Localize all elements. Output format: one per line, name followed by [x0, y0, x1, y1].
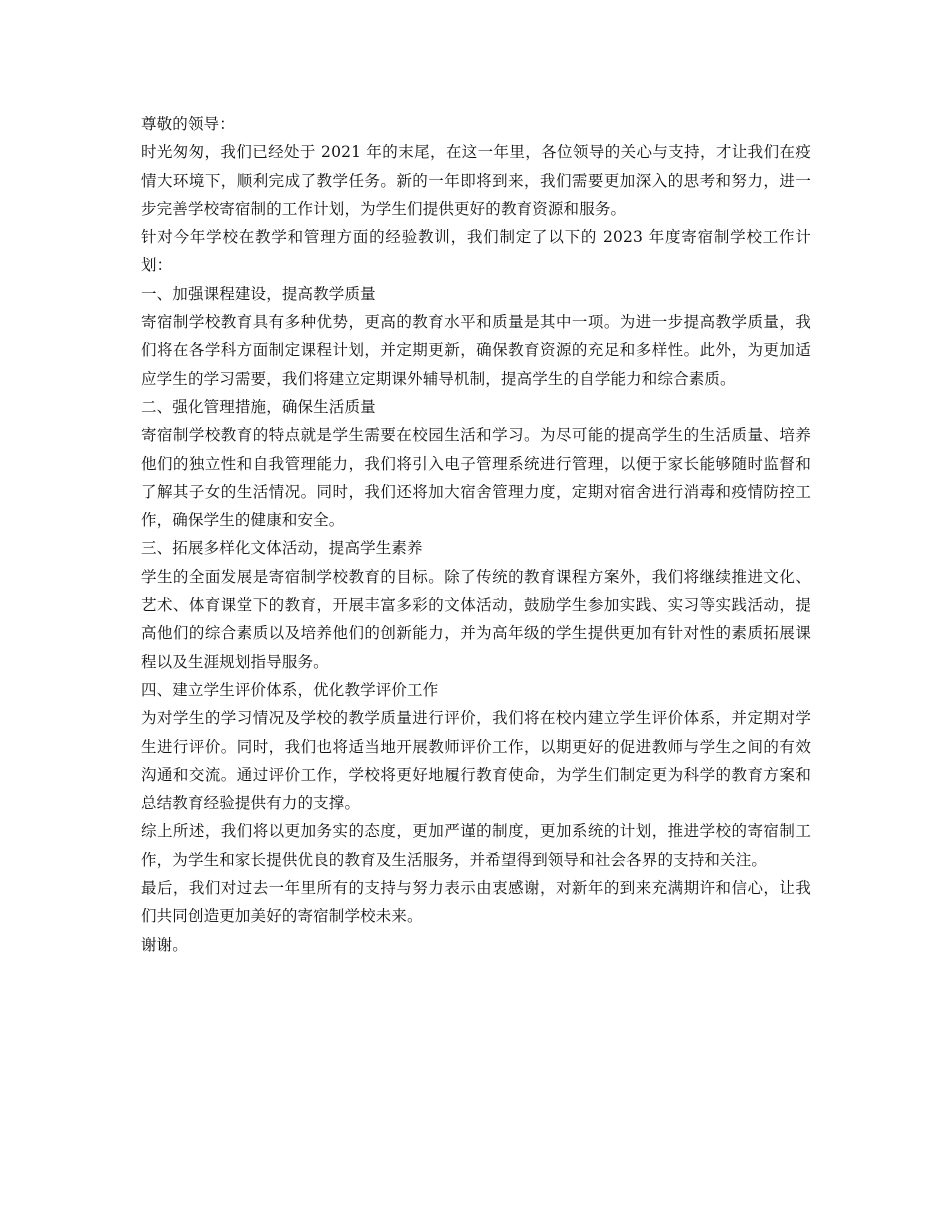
section-body-3: 学生的全面发展是寄宿制学校教育的目标。除了传统的教育课程方案外，我们将继续推进文化、艺术、体育课堂下的教育，开展丰富多彩的文体活动，鼓励学生参加实践、实习等实践活动，提高他们的综合素质以及培养他们的创新能力，并为高年级的学生提供更加有针对性的素质拓展课程以及生涯规划指导服务。	[141, 567, 811, 671]
thanks-line: 谢谢。	[141, 935, 188, 954]
section-body-2: 寄宿制学校教育的特点就是学生需要在校园生活和学习。为尽可能的提高学生的生活质量、培养他们的独立性和自我管理能力，我们将引入电子管理系统进行管理，以便于家长能够随时监督和了解其子女的生活情况。同时，我们还将加大宿舍管理力度，定期对宿舍进行消毒和疫情防控工作，确保学生的健康和安全。	[141, 426, 811, 530]
section-body-1: 寄宿制学校教育具有多种优势，更高的教育水平和质量是其中一项。为进一步提高教学质量，我们将在各学科方面制定课程计划，并定期更新，确保教育资源的充足和多样性。此外，为更加适应学生的学习需要，我们将建立定期课外辅导机制，提高学生的自学能力和综合素质。	[141, 313, 811, 388]
section-heading-1: 一、加强课程建设，提高教学质量	[141, 284, 376, 303]
plan-intro-paragraph: 针对今年学校在教学和管理方面的经验教训，我们制定了以下的 2023 年度寄宿制学校工作计划：	[141, 228, 811, 275]
section-body-4: 为对学生的学习情况及学校的教学质量进行评价，我们将在校内建立学生评价体系，并定期对学生进行评价。同时，我们也将适当地开展教师评价工作，以期更好的促进教师与学生之间的有效沟通和交流。通过评价工作，学校将更好地履行教育使命，为学生们制定更为科学的教育方案和总结教育经验提供有力的支撑。	[141, 709, 811, 813]
salutation: 尊敬的领导：	[141, 115, 235, 133]
summary-paragraph: 综上所述，我们将以更加务实的态度，更加严谨的制度，更加系统的计划，推进学校的寄宿制工作，为学生和家长提供优良的教育及生活服务，并希望得到领导和社会各界的支持和关注。	[141, 822, 811, 869]
section-heading-3: 三、拓展多样化文体活动，提高学生素养	[141, 539, 423, 558]
intro-paragraph: 时光匆匆，我们已经处于 2021 年的末尾，在这一年里，各位领导的关心与支持，才让我们在疫情大环境下，顺利完成了教学任务。新的一年即将到来，我们需要更加深入的思考和努力，进一步完善学校寄宿制的工作计划，为学生们提供更好的教育资源和服务。	[141, 143, 811, 218]
document-body	[141, 110, 811, 959]
section-heading-2: 二、强化管理措施，确保生活质量	[141, 397, 376, 416]
section-heading-4: 四、建立学生评价体系，优化教学评价工作	[141, 680, 439, 699]
closing-paragraph: 最后，我们对过去一年里所有的支持与努力表示由衷感谢，对新年的到来充满期许和信心，让我们共同创造更加美好的寄宿制学校未来。	[141, 879, 811, 926]
